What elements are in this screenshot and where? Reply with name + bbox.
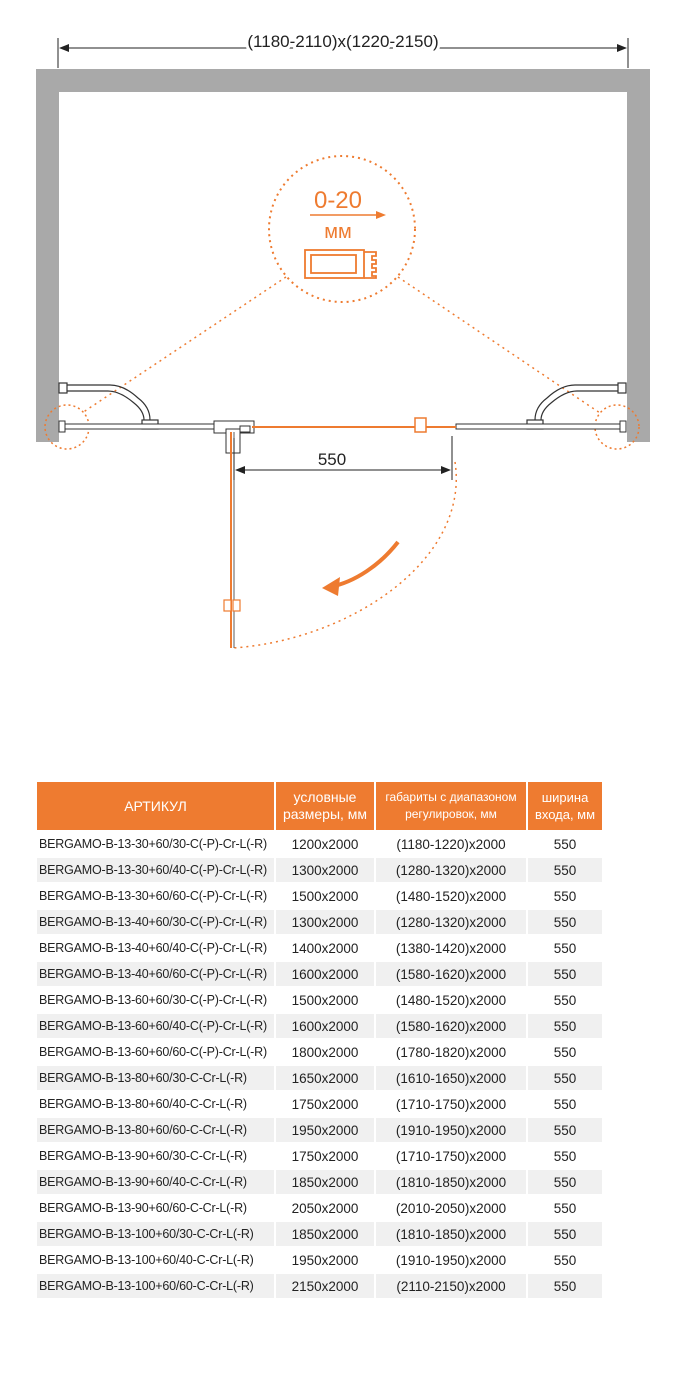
cell-size: 1850x2000 bbox=[276, 1222, 374, 1248]
cell-entry: 550 bbox=[528, 1040, 602, 1066]
cell-size: 1600x2000 bbox=[276, 962, 374, 988]
cell-entry: 550 bbox=[528, 884, 602, 910]
header-range-line2: регулировок, мм bbox=[405, 807, 497, 821]
cell-size: 2050x2000 bbox=[276, 1196, 374, 1222]
entry-width-label: 550 bbox=[317, 450, 347, 469]
cell-article: BERGAMO-B-13-40+60/30-C(-P)-Cr-L(-R) bbox=[37, 910, 274, 936]
cell-article: BERGAMO-B-13-90+60/30-C-Cr-L(-R) bbox=[37, 1144, 274, 1170]
cell-entry: 550 bbox=[528, 1014, 602, 1040]
table-row bbox=[37, 1222, 602, 1248]
cell-range: (1810-1850)x2000 bbox=[376, 1222, 526, 1248]
door-swing-arc bbox=[233, 462, 456, 648]
cell-article: BERGAMO-B-13-90+60/40-C-Cr-L(-R) bbox=[37, 1170, 274, 1196]
cell-entry: 550 bbox=[528, 832, 602, 858]
cell-article: BERGAMO-B-13-100+60/40-C-Cr-L(-R) bbox=[37, 1248, 274, 1274]
cell-entry: 550 bbox=[528, 1170, 602, 1196]
table-row bbox=[37, 1196, 602, 1222]
table-row bbox=[37, 1144, 602, 1170]
cell-entry: 550 bbox=[528, 1196, 602, 1222]
cell-range: (2010-2050)x2000 bbox=[376, 1196, 526, 1222]
cell-article: BERGAMO-B-13-80+60/40-C-Cr-L(-R) bbox=[37, 1092, 274, 1118]
cell-range: (1610-1650)x2000 bbox=[376, 1066, 526, 1092]
cell-range: (1580-1620)x2000 bbox=[376, 962, 526, 988]
cell-entry: 550 bbox=[528, 910, 602, 936]
wall-profile-detail bbox=[305, 250, 376, 278]
cell-article: BERGAMO-B-13-100+60/30-C-Cr-L(-R) bbox=[37, 1222, 274, 1248]
table-row bbox=[37, 1040, 602, 1066]
cell-article: BERGAMO-B-13-90+60/60-C-Cr-L(-R) bbox=[37, 1196, 274, 1222]
header-article: АРТИКУЛ bbox=[37, 782, 274, 832]
cell-size: 1500x2000 bbox=[276, 988, 374, 1014]
fixed-glass-left bbox=[59, 421, 219, 432]
table-row bbox=[37, 936, 602, 962]
cell-entry: 550 bbox=[528, 1274, 602, 1300]
cell-size: 1400x2000 bbox=[276, 936, 374, 962]
cell-article: BERGAMO-B-13-80+60/30-C-Cr-L(-R) bbox=[37, 1066, 274, 1092]
door-open-position bbox=[224, 432, 240, 648]
cell-range: (1910-1950)x2000 bbox=[376, 1118, 526, 1144]
overall-dimension-label: (1180-2110)x(1220-2150) bbox=[247, 32, 439, 51]
cell-range: (1810-1850)x2000 bbox=[376, 1170, 526, 1196]
cell-size: 2150x2000 bbox=[276, 1274, 374, 1300]
cell-range: (1480-1520)x2000 bbox=[376, 988, 526, 1014]
table-row bbox=[37, 988, 602, 1014]
cell-article: BERGAMO-B-13-40+60/40-C(-P)-Cr-L(-R) bbox=[37, 936, 274, 962]
cell-entry: 550 bbox=[528, 1066, 602, 1092]
cell-entry: 550 bbox=[528, 858, 602, 884]
cell-size: 1500x2000 bbox=[276, 884, 374, 910]
cell-article: BERGAMO-B-13-30+60/40-C(-P)-Cr-L(-R) bbox=[37, 858, 274, 884]
cell-article: BERGAMO-B-13-60+60/40-C(-P)-Cr-L(-R) bbox=[37, 1014, 274, 1040]
cell-size: 1750x2000 bbox=[276, 1092, 374, 1118]
table-row bbox=[37, 1274, 602, 1300]
cell-size: 1650x2000 bbox=[276, 1066, 374, 1092]
cell-range: (1180-1220)x2000 bbox=[376, 832, 526, 858]
header-entry-line2: входа, мм bbox=[534, 807, 596, 822]
table-header-row bbox=[37, 782, 602, 832]
cell-article: BERGAMO-B-13-40+60/60-C(-P)-Cr-L(-R) bbox=[37, 962, 274, 988]
cell-size: 1300x2000 bbox=[276, 910, 374, 936]
cell-range: (1780-1820)x2000 bbox=[376, 1040, 526, 1066]
header-entry-line1: ширина bbox=[541, 790, 589, 805]
cell-article: BERGAMO-B-13-100+60/60-C-Cr-L(-R) bbox=[37, 1274, 274, 1300]
cell-range: (1280-1320)x2000 bbox=[376, 858, 526, 884]
adjustment-value: 0-20 bbox=[313, 187, 363, 214]
cell-size: 1300x2000 bbox=[276, 858, 374, 884]
table-row bbox=[37, 1066, 602, 1092]
cell-size: 1200x2000 bbox=[276, 832, 374, 858]
cell-range: (1380-1420)x2000 bbox=[376, 936, 526, 962]
cell-entry: 550 bbox=[528, 936, 602, 962]
cell-size: 1600x2000 bbox=[276, 1014, 374, 1040]
cell-size: 1950x2000 bbox=[276, 1248, 374, 1274]
header-range bbox=[376, 782, 526, 832]
header-range-line1: габариты с диапазоном bbox=[385, 790, 517, 804]
table-row bbox=[37, 1118, 602, 1144]
table-row bbox=[37, 1092, 602, 1118]
cell-entry: 550 bbox=[528, 1144, 602, 1170]
cell-article: BERGAMO-B-13-30+60/30-C(-P)-Cr-L(-R) bbox=[37, 832, 274, 858]
table-row bbox=[37, 1248, 602, 1274]
table-row bbox=[37, 1170, 602, 1196]
table-row bbox=[37, 962, 602, 988]
table-row bbox=[37, 884, 602, 910]
zoom-leader-left bbox=[82, 277, 286, 413]
table-body bbox=[37, 832, 602, 1300]
cell-entry: 550 bbox=[528, 988, 602, 1014]
door-swing-arrow bbox=[330, 542, 398, 587]
cell-article: BERGAMO-B-13-60+60/60-C(-P)-Cr-L(-R) bbox=[37, 1040, 274, 1066]
cell-size: 1850x2000 bbox=[276, 1170, 374, 1196]
adjustment-unit: мм bbox=[324, 221, 352, 243]
left-stabilizer-bar bbox=[59, 383, 158, 429]
cell-article: BERGAMO-B-13-30+60/60-C(-P)-Cr-L(-R) bbox=[37, 884, 274, 910]
cell-entry: 550 bbox=[528, 1222, 602, 1248]
cell-range: (1710-1750)x2000 bbox=[376, 1144, 526, 1170]
header-entry bbox=[528, 782, 602, 832]
cell-size: 1950x2000 bbox=[276, 1118, 374, 1144]
cell-range: (1910-1950)x2000 bbox=[376, 1248, 526, 1274]
cell-entry: 550 bbox=[528, 1118, 602, 1144]
cell-range: (1580-1620)x2000 bbox=[376, 1014, 526, 1040]
table-row bbox=[37, 1014, 602, 1040]
cell-size: 1800x2000 bbox=[276, 1040, 374, 1066]
cell-article: BERGAMO-B-13-80+60/60-C-Cr-L(-R) bbox=[37, 1118, 274, 1144]
cell-range: (1280-1320)x2000 bbox=[376, 910, 526, 936]
table-row bbox=[37, 910, 602, 936]
cell-range: (2110-2150)x2000 bbox=[376, 1274, 526, 1300]
cell-range: (1710-1750)x2000 bbox=[376, 1092, 526, 1118]
table-row bbox=[37, 832, 602, 858]
door-closed-position bbox=[252, 418, 456, 432]
dimensions-table bbox=[35, 782, 604, 1300]
cell-range: (1480-1520)x2000 bbox=[376, 884, 526, 910]
cell-entry: 550 bbox=[528, 1248, 602, 1274]
cell-entry: 550 bbox=[528, 962, 602, 988]
cell-article: BERGAMO-B-13-60+60/30-C(-P)-Cr-L(-R) bbox=[37, 988, 274, 1014]
table-row bbox=[37, 858, 602, 884]
cell-size: 1750x2000 bbox=[276, 1144, 374, 1170]
cell-entry: 550 bbox=[528, 1092, 602, 1118]
header-size-line2: размеры, мм bbox=[282, 806, 368, 822]
header-size-line1: условные bbox=[293, 789, 357, 805]
header-size bbox=[276, 782, 374, 832]
